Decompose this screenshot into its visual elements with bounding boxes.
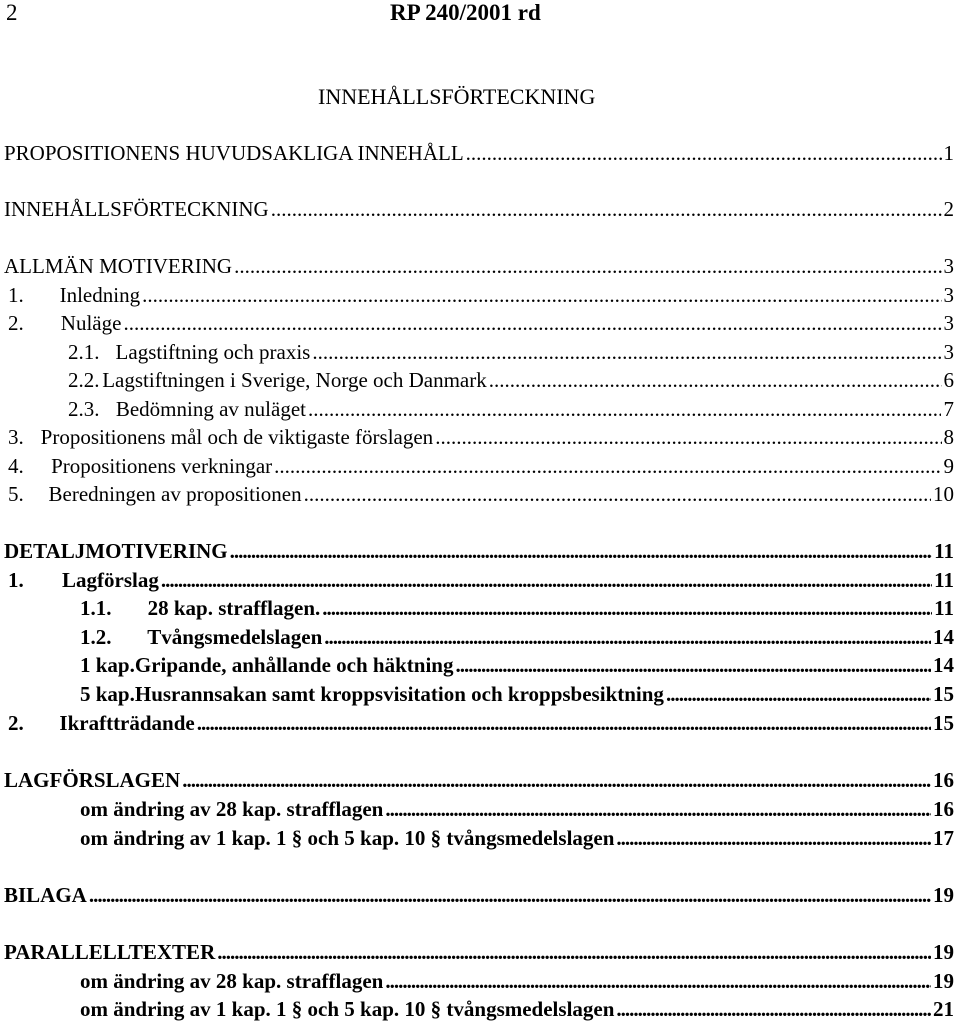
toc-entry-bilaga[interactable] xyxy=(4,882,954,908)
leader-dots xyxy=(666,681,931,707)
toc-entry-number: 2.1. xyxy=(68,340,100,364)
toc-entry-number: 2. xyxy=(8,711,24,735)
toc-entry-title: om ändring av 1 kap. 1 § och 5 kap. 10 § tvångsmedelslagen xyxy=(80,997,615,1021)
toc-entry-inledning[interactable] xyxy=(4,282,954,308)
toc-entry-title: PROPOSITIONENS HUVUDSAKLIGA INNEHÅLL xyxy=(4,141,464,165)
leader-dots xyxy=(142,282,941,308)
toc-entry-page: 11 xyxy=(934,596,954,620)
toc-entry-title: Lagförslag xyxy=(62,568,159,592)
toc-entry-tvangsmedelslagen[interactable] xyxy=(4,624,954,650)
toc-entry-page: 9 xyxy=(943,454,954,478)
toc-entry-title: Nuläge xyxy=(60,311,122,335)
toc-entry-gripande[interactable] xyxy=(4,652,954,678)
toc-entry-page: 8 xyxy=(943,425,954,449)
toc-entry-title: Husrannsakan samt kroppsvisitation och kroppsbesiktning xyxy=(134,682,664,706)
toc-entry-number: 1 kap. xyxy=(80,653,135,677)
leader-dots xyxy=(217,939,931,965)
toc-entry-page: 3 xyxy=(943,254,954,278)
toc-entry-page: 11 xyxy=(934,568,954,592)
toc-entry-title: INNEHÅLLSFÖRTECKNING xyxy=(4,197,269,221)
toc-entry-title: Propositionens mål och de viktigaste förslagen xyxy=(40,425,434,449)
leader-dots xyxy=(385,796,931,822)
leader-dots xyxy=(197,710,931,736)
page-number: 2 xyxy=(6,0,18,25)
leader-dots xyxy=(435,424,941,450)
toc-entry-nulage[interactable] xyxy=(4,310,954,336)
leader-dots xyxy=(385,968,931,994)
toc-entry-title: om ändring av 28 kap. strafflagen xyxy=(80,969,384,993)
toc-entry-lagstiftning-och-praxis[interactable] xyxy=(4,339,954,365)
toc-entry-page: 6 xyxy=(943,368,954,392)
document-reference: RP 240/2001 rd xyxy=(390,0,541,25)
toc-entry-detaljmotivering[interactable] xyxy=(4,538,954,564)
toc-entry-number: 2.2. xyxy=(68,368,100,392)
toc-entry-page: 15 xyxy=(933,682,954,706)
toc-entry-bedomning[interactable] xyxy=(4,396,954,422)
toc-entry-number: 1.1. xyxy=(80,596,112,620)
toc-entry-page: 3 xyxy=(943,283,954,307)
leader-dots xyxy=(230,538,933,564)
toc-entry-title: BILAGA xyxy=(4,883,87,907)
leader-dots xyxy=(271,196,942,222)
toc-entry-title: Ikraftträdande xyxy=(59,711,195,735)
leader-dots xyxy=(322,595,932,621)
toc-entry-page: 21 xyxy=(933,997,954,1021)
toc-entry-ikrafttradande[interactable] xyxy=(4,710,954,736)
toc-entry-page: 3 xyxy=(943,340,954,364)
toc-entry-page: 10 xyxy=(933,482,954,506)
toc-entry-page: 11 xyxy=(934,539,954,563)
toc-entry-innehallsforteckning[interactable] xyxy=(4,196,954,222)
toc-entry-lagforslag[interactable] xyxy=(4,567,954,593)
leader-dots xyxy=(466,140,942,166)
toc-entry-page: 3 xyxy=(943,311,954,335)
leader-dots xyxy=(312,339,941,365)
toc-entry-parallelltexter[interactable] xyxy=(4,939,954,965)
toc-entry-page: 2 xyxy=(943,197,954,221)
toc-entry-title: Gripande, anhållande och häktning xyxy=(134,653,454,677)
toc-entry-page: 1 xyxy=(943,141,954,165)
toc-entry-28-kap-strafflagen[interactable] xyxy=(4,595,954,621)
toc-entry-page: 14 xyxy=(933,625,954,649)
leader-dots xyxy=(308,396,941,422)
toc-entry-parallell-tvangsmedelslagen[interactable] xyxy=(80,996,954,1022)
leader-dots xyxy=(304,481,931,507)
leader-dots xyxy=(182,767,931,793)
toc-entry-title: Beredningen av propositionen xyxy=(48,482,302,506)
toc-entry-page: 16 xyxy=(933,797,954,821)
toc-entry-lagforslagen[interactable] xyxy=(4,767,954,793)
toc-entry-page: 19 xyxy=(933,883,954,907)
toc-entry-number: 1.2. xyxy=(80,625,112,649)
toc-entry-number: 4. xyxy=(8,454,24,478)
leader-dots xyxy=(324,624,931,650)
toc-entry-andring-tvangsmedelslagen[interactable] xyxy=(80,825,954,851)
toc-entry-number: 5 kap. xyxy=(80,682,135,706)
toc-entry-title: PARALLELLTEXTER xyxy=(4,940,216,964)
toc-entry-title: ALLMÄN MOTIVERING xyxy=(4,254,233,278)
toc-entry-page: 19 xyxy=(933,969,954,993)
toc-entry-title: Lagstiftningen i Sverige, Norge och Danmark xyxy=(102,368,487,392)
toc-entry-number: 3. xyxy=(8,425,24,449)
toc-entry-husrannsakan[interactable] xyxy=(4,681,954,707)
toc-entry-title: Tvångsmedelslagen xyxy=(147,625,323,649)
toc-entry-allman-motivering[interactable] xyxy=(4,253,954,279)
toc-entry-title: Bedömning av nuläget xyxy=(115,397,306,421)
toc-entry-title: DETALJMOTIVERING xyxy=(4,539,228,563)
leader-dots xyxy=(161,567,932,593)
leader-dots xyxy=(489,367,942,393)
toc-entry-number: 2.3. xyxy=(68,397,100,421)
toc-entry-title: om ändring av 28 kap. strafflagen xyxy=(80,797,384,821)
toc-entry-page: 16 xyxy=(933,768,954,792)
toc-entry-title: Propositionens verkningar xyxy=(51,454,273,478)
leader-dots xyxy=(616,825,931,851)
leader-dots xyxy=(89,882,931,908)
leader-dots xyxy=(234,253,941,279)
toc-entry-number: 1. xyxy=(8,283,24,307)
toc-entry-page: 15 xyxy=(933,711,954,735)
toc-entry-title: Lagstiftning och praxis xyxy=(115,340,311,364)
toc-entry-page: 7 xyxy=(943,397,954,421)
toc-entry-lagstiftningen-norden[interactable] xyxy=(4,367,954,393)
leader-dots xyxy=(455,652,931,678)
toc-entry-title: om ändring av 1 kap. 1 § och 5 kap. 10 § tvångsmedelslagen xyxy=(80,826,615,850)
toc-entry-parallell-strafflagen[interactable] xyxy=(80,968,954,994)
toc-entry-number: 2. xyxy=(8,311,24,335)
toc-entry-number: 1. xyxy=(8,568,24,592)
toc-entry-title: 28 kap. strafflagen. xyxy=(147,596,321,620)
toc-entry-andring-strafflagen[interactable] xyxy=(80,796,954,822)
toc-entry-huvudsakliga-innehall[interactable] xyxy=(4,140,954,166)
toc-entry-page: 14 xyxy=(933,653,954,677)
toc-entry-page: 19 xyxy=(933,940,954,964)
leader-dots xyxy=(274,453,941,479)
toc-entry-page: 17 xyxy=(933,826,954,850)
toc-entry-title: LAGFÖRSLAGEN xyxy=(4,768,181,792)
toc-entry-propositionens-mal[interactable] xyxy=(4,424,954,450)
leader-dots xyxy=(123,310,941,336)
toc-entry-number: 5. xyxy=(8,482,24,506)
toc-title: INNEHÅLLSFÖRTECKNING xyxy=(318,84,596,109)
toc-entry-beredningen[interactable] xyxy=(4,481,954,507)
leader-dots xyxy=(616,996,931,1022)
toc-entry-title: Inledning xyxy=(59,283,141,307)
toc-entry-propositionens-verkningar[interactable] xyxy=(4,453,954,479)
